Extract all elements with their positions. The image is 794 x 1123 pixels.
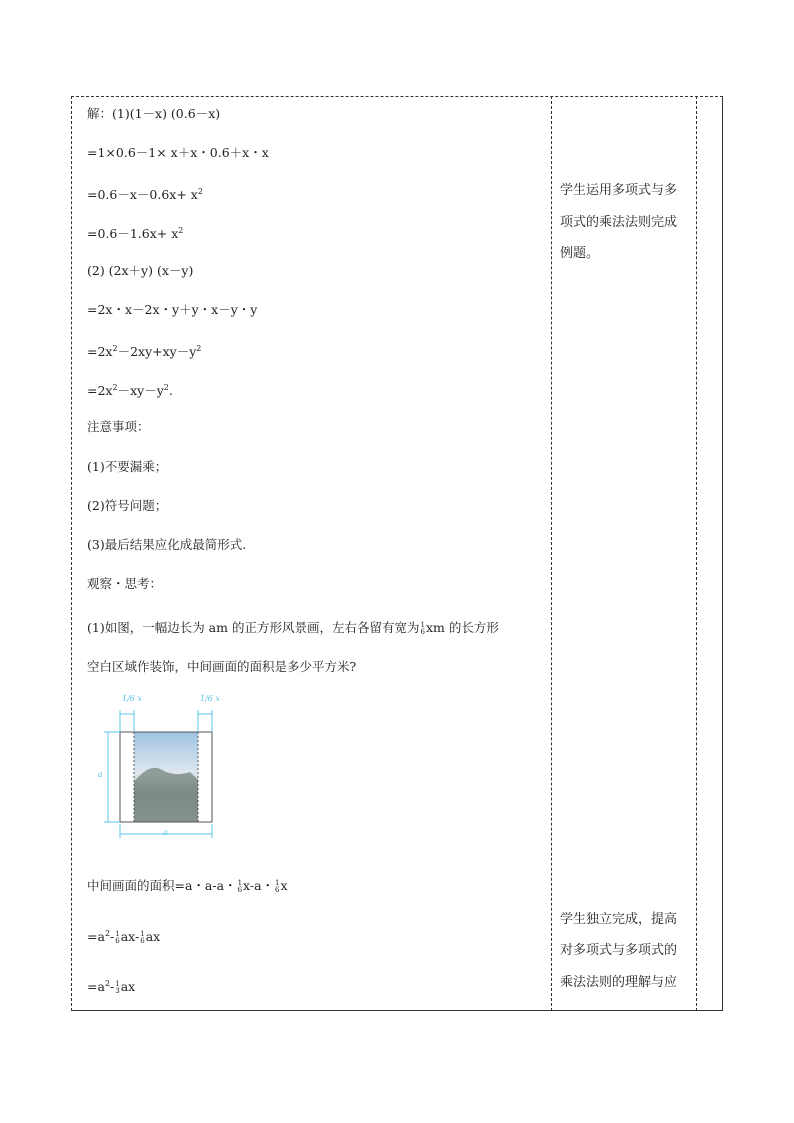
solution-line-1: 解：(1)(1－x) (0.6－x) [87, 106, 221, 121]
solution-line-6: =2x・x－2x・y＋y・x－y・y [87, 302, 258, 317]
label-bottom: a [163, 828, 168, 837]
solution-line-7: $=2x^2-2xy+xy-y^2$ [87, 344, 202, 360]
side-note-2-line-2: 对多项式与多项式的 [560, 943, 678, 958]
note-item-1: (1)不要漏乘； [87, 459, 168, 474]
notes-heading: 注意事项： [87, 419, 150, 434]
label-top-right: 1/6 x [200, 694, 220, 703]
note-item-2: (2)符号问题； [87, 498, 168, 513]
area-line-3: $=a^2-$ 1 3 ax [87, 979, 136, 995]
solution-line-4: $=0.6-1.6x+ x^2$ [87, 226, 184, 242]
side-note-2-line-3: 乘法法则的理解与应 [560, 975, 678, 990]
label-top-left: 1/6 x [122, 694, 142, 703]
side-note-2-line-1: 学生独立完成，提高 [560, 912, 678, 927]
solution-line-3: $=0.6-x-0.6x+ x^2$ [87, 187, 203, 203]
side-note-1-line-2: 项式的乘法法则完成 [560, 215, 678, 230]
solution-line-2: =1×0.6－1× x＋x・0.6＋x・x [87, 145, 269, 160]
area-line-1: 中间画面的面积=a・a-a・ 1 6 x-a・ 1 6 x [87, 878, 288, 894]
mountain-shape [134, 768, 198, 822]
fraction: 1 6 [420, 620, 425, 636]
side-note-1-line-1: 学生运用多项式与多 [560, 183, 678, 198]
side-note-1-line-3: 例题。 [560, 246, 600, 261]
area-line-2: $=a^2-$ 1 6 ax- 1 6 ax [87, 929, 161, 945]
figure-svg [90, 692, 220, 842]
label-left: a [98, 770, 103, 779]
problem-line-1: (1)如图，一幅边长为 am 的正方形风景画，左右各留有宽为 1 6 xm 的长方形 [87, 620, 499, 636]
note-item-3: (3)最后结果应化成最简形式. [87, 537, 247, 552]
table-column-divider [551, 96, 552, 1011]
table-column-divider-2 [696, 96, 697, 1011]
observe-heading: 观察・思考： [87, 576, 163, 591]
table-right-border [722, 96, 723, 1011]
landscape-figure [90, 692, 220, 842]
solution-line-8: $=2x^2-xy-y^2$. [87, 383, 173, 399]
solution-line-5: (2) (2x＋y) (x－y) [87, 263, 194, 278]
problem-line-2: 空白区域作装饰，中间画面的面积是多少平方米? [87, 659, 357, 674]
table-left-border [71, 96, 72, 1011]
